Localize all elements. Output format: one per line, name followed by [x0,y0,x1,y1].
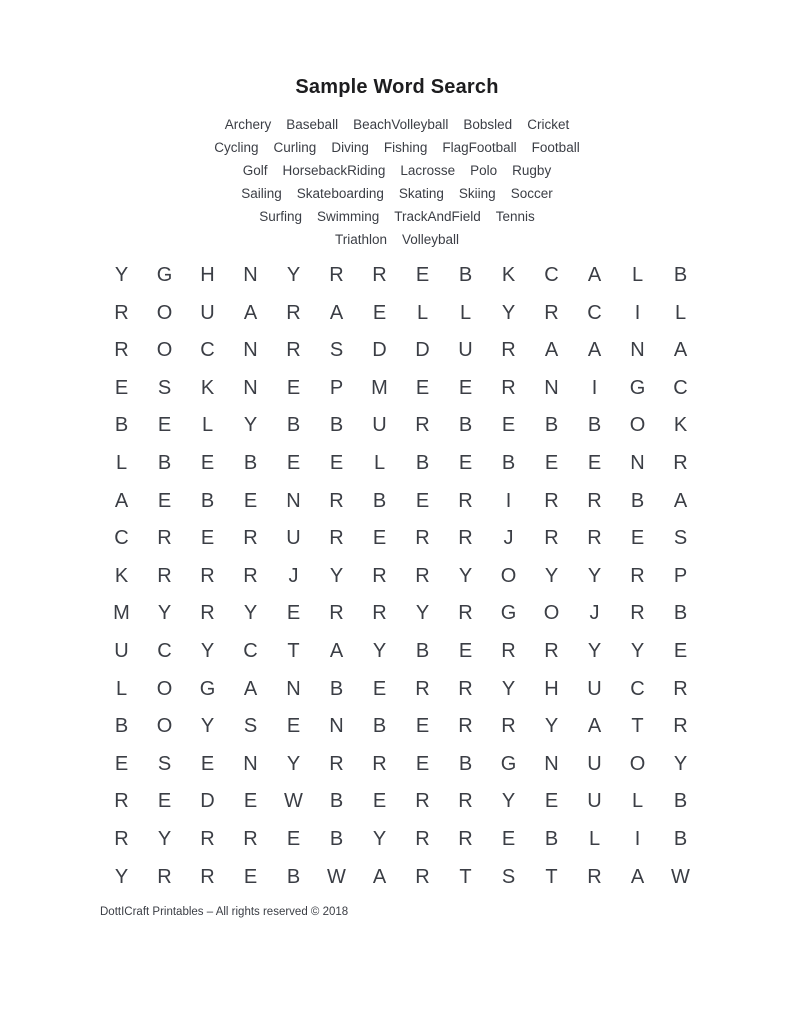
word-list-word: Skateboarding [296,186,384,201]
grid-cell: L [588,827,601,850]
grid-cell: R [200,827,215,850]
grid-cell: Y [587,564,602,587]
word-list-word: Football [531,140,580,155]
grid-cell: E [286,451,301,474]
grid-cell: R [673,451,688,474]
grid-cell: A [587,339,602,362]
grid-cell: R [673,715,688,738]
grid-row [100,483,702,521]
grid-cell: B [673,790,688,813]
grid-cell: E [286,715,301,738]
grid-cell: S [501,865,516,888]
grid-cell: A [630,865,645,888]
grid-cell: C [114,527,129,550]
grid-cell: U [587,790,602,813]
word-list-word: BeachVolleyball [353,117,449,132]
grid-cell: E [157,790,172,813]
grid-cell: B [200,489,215,512]
grid-cell: B [673,264,688,286]
letter-grid [100,257,702,896]
grid-cell: W [284,790,303,813]
word-list-word: Cycling [214,140,259,155]
word-list-word: Triathlon [334,232,387,247]
word-list-word: Diving [331,140,369,155]
word-list-line [225,113,569,136]
grid-cell: I [634,301,641,324]
word-list-word: Volleyball [401,232,460,247]
grid-cell: A [372,865,387,888]
grid-cell: R [372,264,387,286]
grid-cell: E [415,264,430,286]
grid-cell: E [415,715,430,738]
grid-cell: K [501,264,516,286]
grid-cell: R [630,602,645,625]
grid-cell: R [458,489,473,512]
grid-cell: B [372,715,387,738]
grid-cell: O [156,301,173,324]
word-list-word: Surfing [259,209,302,224]
grid-cell: Y [501,301,516,324]
grid-cell: E [372,790,387,813]
grid-cell: G [500,752,517,775]
grid-cell: B [372,489,387,512]
grid-cell: R [329,752,344,775]
grid-cell: C [200,339,215,362]
grid-row [100,407,702,445]
grid-cell: E [501,414,516,437]
grid-cell: N [544,752,559,775]
grid-cell: B [329,677,344,700]
grid-cell: W [671,865,690,888]
grid-cell: E [286,376,301,399]
grid-cell: Y [372,639,387,662]
grid-cell: P [329,376,344,399]
grid-cell: R [415,677,430,700]
grid-cell: D [200,790,215,813]
grid-row [100,708,702,746]
grid-cell: J [589,602,600,625]
grid-cell: B [458,414,473,437]
grid-cell: B [415,639,430,662]
grid-cell: E [458,376,473,399]
grid-cell: A [673,339,688,362]
grid-cell: R [329,527,344,550]
copyright-footer: DottICraft Printables – All rights reserved © 2018 [100,906,349,918]
word-list-word: Sailing [241,186,282,201]
grid-cell: Y [243,602,258,625]
grid-cell: H [544,677,559,700]
grid-cell: R [286,301,301,324]
grid-cell: Y [114,264,129,286]
grid-cell: Y [200,639,215,662]
word-list-line [214,136,579,159]
grid-cell: R [587,489,602,512]
grid-row [100,746,702,784]
grid-cell: U [286,527,301,550]
grid-cell: C [673,376,688,399]
grid-cell: L [459,301,472,324]
grid-cell: E [458,451,473,474]
grid-cell: A [673,489,688,512]
grid-cell: R [415,790,430,813]
grid-cell: R [501,715,516,738]
grid-cell: Y [544,564,559,587]
grid-cell: B [501,451,516,474]
grid-cell: R [673,677,688,700]
grid-cell: R [458,602,473,625]
grid-cell: G [500,602,517,625]
word-list-word: Swimming [316,209,380,224]
grid-cell: S [329,339,344,362]
grid-cell: I [634,827,641,850]
grid-cell: N [243,264,258,286]
grid-cell: R [587,865,602,888]
word-list-word: Fishing [383,140,428,155]
grid-cell: E [372,301,387,324]
grid-cell: B [544,414,559,437]
word-list-word: Golf [242,163,268,178]
grid-cell: L [201,414,214,437]
grid-cell: Y [458,564,473,587]
grid-cell: L [674,301,687,324]
grid-cell: L [416,301,429,324]
grid-cell: A [114,489,129,512]
grid-cell: U [372,414,387,437]
grid-cell: B [544,827,559,850]
word-list-word: Baseball [286,117,339,132]
grid-cell: A [329,639,344,662]
grid-cell: R [157,564,172,587]
grid-cell: K [114,564,129,587]
grid-cell: A [587,715,602,738]
grid-cell: B [458,264,473,286]
grid-cell: O [629,752,646,775]
grid-row [100,671,702,709]
grid-cell: L [631,790,644,813]
grid-cell: L [115,677,128,700]
grid-cell: O [156,339,173,362]
grid-cell: B [329,414,344,437]
grid-cell: Y [200,715,215,738]
grid-cell: I [505,489,512,512]
grid-cell: Y [587,639,602,662]
grid-cell: L [115,451,128,474]
grid-row [100,859,702,897]
grid-cell: B [587,414,602,437]
grid-cell: Y [501,677,516,700]
grid-cell: R [372,564,387,587]
grid-cell: R [372,752,387,775]
word-list-word: HorsebackRiding [282,163,386,178]
word-list-word: Rugby [512,163,552,178]
grid-cell: A [329,301,344,324]
grid-cell: C [243,639,258,662]
grid-cell: Y [286,264,301,286]
word-list-line [335,228,459,251]
grid-cell: N [243,339,258,362]
grid-cell: O [629,414,646,437]
grid-cell: E [415,489,430,512]
grid-cell: A [243,677,258,700]
grid-cell: U [114,639,129,662]
grid-row [100,332,702,370]
grid-cell: N [630,339,645,362]
grid-cell: R [458,827,473,850]
grid-cell: U [200,301,215,324]
grid-cell: R [458,715,473,738]
grid-row [100,783,702,821]
grid-row [100,257,702,295]
grid-cell: N [243,376,258,399]
word-list-line [243,159,551,182]
grid-cell: J [503,527,514,550]
grid-cell: S [157,752,172,775]
grid-cell: R [200,564,215,587]
grid-cell: E [286,827,301,850]
grid-cell: R [329,602,344,625]
grid-cell: E [544,451,559,474]
grid-cell: R [114,790,129,813]
grid-cell: R [157,865,172,888]
grid-cell: Y [243,414,258,437]
grid-cell: E [243,865,258,888]
grid-cell: G [629,376,646,399]
grid-cell: R [544,639,559,662]
grid-cell: R [243,827,258,850]
word-list-word: Lacrosse [400,163,456,178]
grid-cell: B [114,414,129,437]
grid-cell: O [543,602,560,625]
grid-cell: D [415,339,430,362]
grid-cell: E [415,752,430,775]
grid-cell: R [458,790,473,813]
grid-cell: E [587,451,602,474]
grid-cell: Y [157,827,172,850]
grid-cell: N [630,451,645,474]
grid-cell: B [286,865,301,888]
grid-cell: R [415,827,430,850]
grid-cell: B [329,790,344,813]
grid-cell: B [157,451,172,474]
grid-cell: B [458,752,473,775]
grid-cell: T [459,865,472,888]
word-list-word: Curling [273,140,317,155]
grid-cell: H [200,264,215,286]
grid-cell: R [458,677,473,700]
grid-cell: S [243,715,258,738]
word-list-line [259,205,535,228]
grid-cell: R [114,301,129,324]
grid-cell: M [113,602,130,625]
grid-cell: R [587,527,602,550]
grid-cell: A [243,301,258,324]
grid-cell: R [372,602,387,625]
grid-cell: Y [415,602,430,625]
grid-cell: A [587,264,602,286]
grid-cell: E [415,376,430,399]
grid-row [100,295,702,333]
grid-cell: E [243,489,258,512]
grid-cell: E [372,677,387,700]
word-list-word: Skating [398,186,444,201]
grid-cell: N [544,376,559,399]
grid-cell: R [458,527,473,550]
word-list-word: TrackAndField [394,209,481,224]
grid-cell: T [631,715,644,738]
grid-cell: E [458,639,473,662]
grid-cell: R [501,376,516,399]
grid-cell: E [243,790,258,813]
grid-cell: R [544,301,559,324]
grid-cell: T [287,639,300,662]
grid-cell: E [157,414,172,437]
grid-cell: E [501,827,516,850]
grid-cell: E [329,451,344,474]
grid-cell: U [587,752,602,775]
grid-cell: R [243,564,258,587]
word-list-word: Soccer [510,186,553,201]
grid-cell: K [200,376,215,399]
grid-cell: R [544,489,559,512]
grid-row [100,445,702,483]
grid-cell: N [286,677,301,700]
grid-row [100,595,702,633]
grid-cell: R [630,564,645,587]
grid-cell: B [114,715,129,738]
grid-cell: B [673,602,688,625]
grid-cell: E [544,790,559,813]
grid-cell: E [200,451,215,474]
grid-cell: T [545,865,558,888]
word-list [0,113,794,251]
grid-cell: S [157,376,172,399]
grid-cell: U [587,677,602,700]
grid-cell: N [243,752,258,775]
grid-cell: E [673,639,688,662]
word-list-word: Tennis [495,209,535,224]
grid-row [100,821,702,859]
grid-cell: A [544,339,559,362]
grid-cell: N [286,489,301,512]
grid-cell: R [501,339,516,362]
grid-cell: E [372,527,387,550]
grid-cell: Y [286,752,301,775]
word-list-word: Cricket [527,117,570,132]
grid-cell: D [372,339,387,362]
grid-cell: E [114,752,129,775]
grid-cell: E [200,752,215,775]
grid-row [100,558,702,596]
grid-cell: Y [372,827,387,850]
grid-cell: Y [544,715,559,738]
grid-cell: O [156,677,173,700]
word-list-line [241,182,552,205]
grid-cell: O [156,715,173,738]
grid-cell: R [415,414,430,437]
grid-cell: L [373,451,386,474]
grid-cell: R [243,527,258,550]
page-title: Sample Word Search [295,76,499,98]
grid-cell: B [673,827,688,850]
grid-cell: R [200,602,215,625]
grid-row [100,370,702,408]
grid-cell: N [329,715,344,738]
grid-cell: R [286,339,301,362]
word-list-word: Bobsled [463,117,513,132]
grid-cell: R [329,489,344,512]
grid-cell: R [415,527,430,550]
grid-cell: J [288,564,299,587]
grid-cell: G [156,264,173,286]
grid-cell: Y [673,752,688,775]
grid-cell: B [630,489,645,512]
grid-cell: R [157,527,172,550]
grid-cell: E [286,602,301,625]
grid-cell: Y [114,865,129,888]
grid-cell: C [587,301,602,324]
grid-cell: P [673,564,688,587]
grid-cell: R [415,865,430,888]
grid-cell: C [157,639,172,662]
grid-cell: I [591,376,598,399]
grid-cell: O [500,564,517,587]
word-list-word: Skiing [458,186,496,201]
grid-cell: K [673,414,688,437]
grid-cell: Y [501,790,516,813]
grid-cell: B [329,827,344,850]
grid-cell: E [114,376,129,399]
word-list-word: FlagFootball [442,140,517,155]
grid-cell: U [458,339,473,362]
grid-cell: R [114,827,129,850]
grid-cell: C [544,264,559,286]
grid-cell: Y [630,639,645,662]
grid-cell: B [415,451,430,474]
grid-cell: B [243,451,258,474]
grid-cell: R [114,339,129,362]
grid-cell: R [329,264,344,286]
grid-cell: Y [329,564,344,587]
grid-cell: E [157,489,172,512]
grid-cell: R [544,527,559,550]
grid-cell: L [631,264,644,286]
grid-cell: Y [157,602,172,625]
grid-cell: C [630,677,645,700]
grid-cell: S [673,527,688,550]
grid-cell: R [415,564,430,587]
grid-row [100,633,702,671]
grid-cell: G [199,677,216,700]
grid-cell: R [200,865,215,888]
grid-cell: R [501,639,516,662]
grid-cell: E [200,527,215,550]
grid-cell: M [371,376,388,399]
grid-row [100,520,702,558]
word-list-word: Archery [224,117,272,132]
grid-cell: B [286,414,301,437]
grid-cell: E [630,527,645,550]
word-list-word: Polo [470,163,498,178]
grid-cell: W [327,865,346,888]
